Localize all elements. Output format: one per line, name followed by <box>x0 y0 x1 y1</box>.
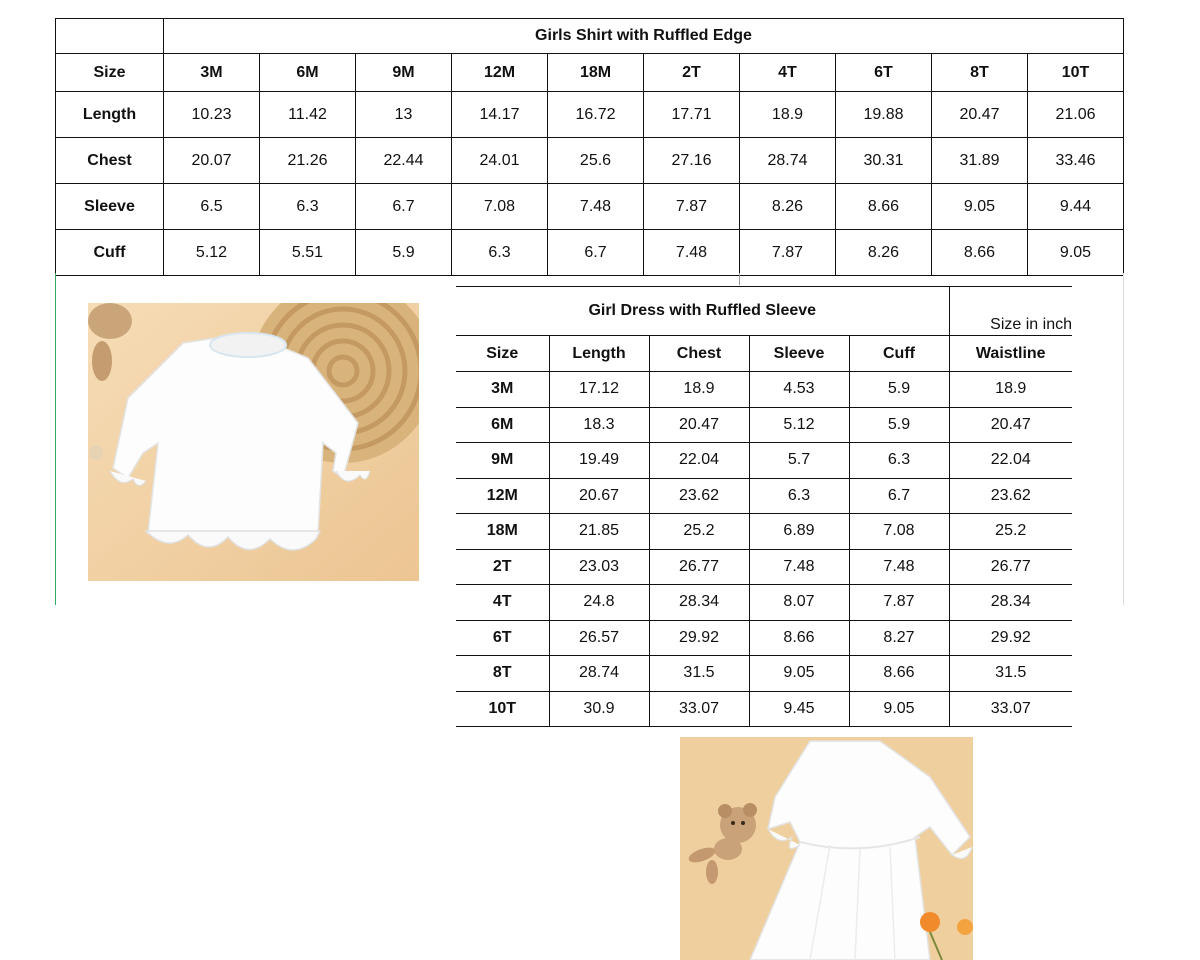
table-cell: 29.92 <box>649 620 749 656</box>
table-cell: 8.66 <box>836 184 932 230</box>
column-header: Cuff <box>849 336 949 372</box>
table-cell: 24.01 <box>452 138 548 184</box>
table-cell: 8.66 <box>932 230 1028 276</box>
table-cell: 6.7 <box>356 184 452 230</box>
table-cell: 31.5 <box>649 656 749 692</box>
table-cell: 20.67 <box>549 478 649 514</box>
table-cell: 7.48 <box>749 549 849 585</box>
frame-line <box>55 273 56 605</box>
size-col-header: 8T <box>932 54 1028 92</box>
row-label: 12M <box>456 478 549 514</box>
table-cell: 28.34 <box>649 585 749 621</box>
table-cell: 25.2 <box>949 514 1072 550</box>
table-cell: 9.44 <box>1028 184 1124 230</box>
table-cell: 4.53 <box>749 372 849 408</box>
table-row <box>456 620 1072 656</box>
table-cell: 5.12 <box>749 407 849 443</box>
frame-line <box>1123 273 1124 605</box>
table-cell: 8.26 <box>836 230 932 276</box>
corner-cell <box>56 19 164 54</box>
table-cell: 9.05 <box>932 184 1028 230</box>
table-cell: 33.07 <box>649 691 749 727</box>
shirt-illustration <box>88 303 419 581</box>
table-cell: 26.77 <box>649 549 749 585</box>
table-cell: 8.66 <box>749 620 849 656</box>
unit-note: Size in inch <box>949 287 1072 336</box>
table-cell: 7.87 <box>644 184 740 230</box>
table-cell: 17.71 <box>644 92 740 138</box>
table-cell: 6.3 <box>749 478 849 514</box>
table-cell: 7.87 <box>849 585 949 621</box>
shirt-table-title: Girls Shirt with Ruffled Edge <box>164 19 1124 54</box>
table-cell: 16.72 <box>548 92 644 138</box>
frame-line <box>739 273 740 285</box>
table-cell: 6.7 <box>548 230 644 276</box>
column-header: Waistline <box>949 336 1072 372</box>
table-row <box>456 407 1072 443</box>
size-col-header: 3M <box>164 54 260 92</box>
table-cell: 29.92 <box>949 620 1072 656</box>
shirt-size-table <box>55 18 1124 276</box>
table-cell: 6.3 <box>452 230 548 276</box>
row-label: 6M <box>456 407 549 443</box>
row-label: 10T <box>456 691 549 727</box>
table-cell: 18.9 <box>649 372 749 408</box>
column-header: Chest <box>649 336 749 372</box>
table-row <box>456 549 1072 585</box>
table-cell: 28.74 <box>740 138 836 184</box>
table-cell: 7.08 <box>849 514 949 550</box>
table-cell: 9.45 <box>749 691 849 727</box>
table-cell: 22.44 <box>356 138 452 184</box>
table-cell: 20.47 <box>949 407 1072 443</box>
row-label: 8T <box>456 656 549 692</box>
table-cell: 9.05 <box>849 691 949 727</box>
size-col-header: 4T <box>740 54 836 92</box>
table-cell: 6.3 <box>260 184 356 230</box>
row-label: Cuff <box>56 230 164 276</box>
table-cell: 9.05 <box>749 656 849 692</box>
table-cell: 5.12 <box>164 230 260 276</box>
size-col-header: 6T <box>836 54 932 92</box>
table-cell: 25.2 <box>649 514 749 550</box>
table-cell: 6.7 <box>849 478 949 514</box>
size-col-header: 2T <box>644 54 740 92</box>
table-cell: 23.62 <box>649 478 749 514</box>
table-cell: 18.9 <box>740 92 836 138</box>
table-cell: 27.16 <box>644 138 740 184</box>
table-cell: 19.88 <box>836 92 932 138</box>
table-cell: 21.26 <box>260 138 356 184</box>
shirt-photo <box>88 303 419 581</box>
table-cell: 30.9 <box>549 691 649 727</box>
table-cell: 24.8 <box>549 585 649 621</box>
table-cell: 28.34 <box>949 585 1072 621</box>
size-col-header: 18M <box>548 54 644 92</box>
table-row <box>456 372 1072 408</box>
table-row <box>56 92 1124 138</box>
table-cell: 8.27 <box>849 620 949 656</box>
table-cell: 8.66 <box>849 656 949 692</box>
table-cell: 7.48 <box>548 184 644 230</box>
row-label: Length <box>56 92 164 138</box>
table-cell: 5.9 <box>849 407 949 443</box>
table-row <box>456 585 1072 621</box>
table-cell: 7.48 <box>849 549 949 585</box>
table-cell: 28.74 <box>549 656 649 692</box>
row-label: 18M <box>456 514 549 550</box>
size-header: Size <box>56 54 164 92</box>
row-label: 4T <box>456 585 549 621</box>
table-cell: 11.42 <box>260 92 356 138</box>
table-cell: 7.08 <box>452 184 548 230</box>
table-cell: 5.9 <box>356 230 452 276</box>
table-cell: 18.3 <box>549 407 649 443</box>
table-cell: 26.57 <box>549 620 649 656</box>
dress-photo <box>680 737 973 960</box>
column-header: Length <box>549 336 649 372</box>
column-header: Sleeve <box>749 336 849 372</box>
table-cell: 20.47 <box>932 92 1028 138</box>
table-cell: 18.9 <box>949 372 1072 408</box>
table-cell: 6.3 <box>849 443 949 479</box>
table-cell: 5.7 <box>749 443 849 479</box>
table-cell: 19.49 <box>549 443 649 479</box>
table-cell: 7.87 <box>740 230 836 276</box>
row-label: Sleeve <box>56 184 164 230</box>
table-cell: 9.05 <box>1028 230 1124 276</box>
row-label: 2T <box>456 549 549 585</box>
row-label: Chest <box>56 138 164 184</box>
table-cell: 21.85 <box>549 514 649 550</box>
table-cell: 10.23 <box>164 92 260 138</box>
table-cell: 20.07 <box>164 138 260 184</box>
table-cell: 6.89 <box>749 514 849 550</box>
dress-illustration <box>680 737 973 960</box>
table-cell: 23.03 <box>549 549 649 585</box>
table-cell: 13 <box>356 92 452 138</box>
size-col-header: 12M <box>452 54 548 92</box>
row-label: 6T <box>456 620 549 656</box>
size-col-header: 10T <box>1028 54 1124 92</box>
row-label: 9M <box>456 443 549 479</box>
table-row <box>456 478 1072 514</box>
table-cell: 31.89 <box>932 138 1028 184</box>
table-cell: 26.77 <box>949 549 1072 585</box>
table-cell: 22.04 <box>949 443 1072 479</box>
table-cell: 21.06 <box>1028 92 1124 138</box>
table-cell: 8.07 <box>749 585 849 621</box>
table-row <box>456 514 1072 550</box>
table-row <box>456 691 1072 727</box>
table-row <box>456 656 1072 692</box>
table-cell: 33.46 <box>1028 138 1124 184</box>
size-col-header: 9M <box>356 54 452 92</box>
table-row <box>56 138 1124 184</box>
table-cell: 30.31 <box>836 138 932 184</box>
table-cell: 14.17 <box>452 92 548 138</box>
table-cell: 22.04 <box>649 443 749 479</box>
table-cell: 6.5 <box>164 184 260 230</box>
size-col-header: 6M <box>260 54 356 92</box>
table-cell: 20.47 <box>649 407 749 443</box>
table-cell: 7.48 <box>644 230 740 276</box>
table-cell: 23.62 <box>949 478 1072 514</box>
dress-table-title: Girl Dress with Ruffled Sleeve <box>456 287 949 336</box>
table-cell: 5.9 <box>849 372 949 408</box>
table-row <box>456 443 1072 479</box>
column-header: Size <box>456 336 549 372</box>
table-cell: 31.5 <box>949 656 1072 692</box>
table-cell: 33.07 <box>949 691 1072 727</box>
table-row <box>56 230 1124 276</box>
flower-icon <box>89 446 103 460</box>
table-cell: 8.26 <box>740 184 836 230</box>
dress-size-table <box>456 286 1072 727</box>
table-cell: 25.6 <box>548 138 644 184</box>
table-cell: 17.12 <box>549 372 649 408</box>
row-label: 3M <box>456 372 549 408</box>
table-cell: 5.51 <box>260 230 356 276</box>
table-row <box>56 184 1124 230</box>
